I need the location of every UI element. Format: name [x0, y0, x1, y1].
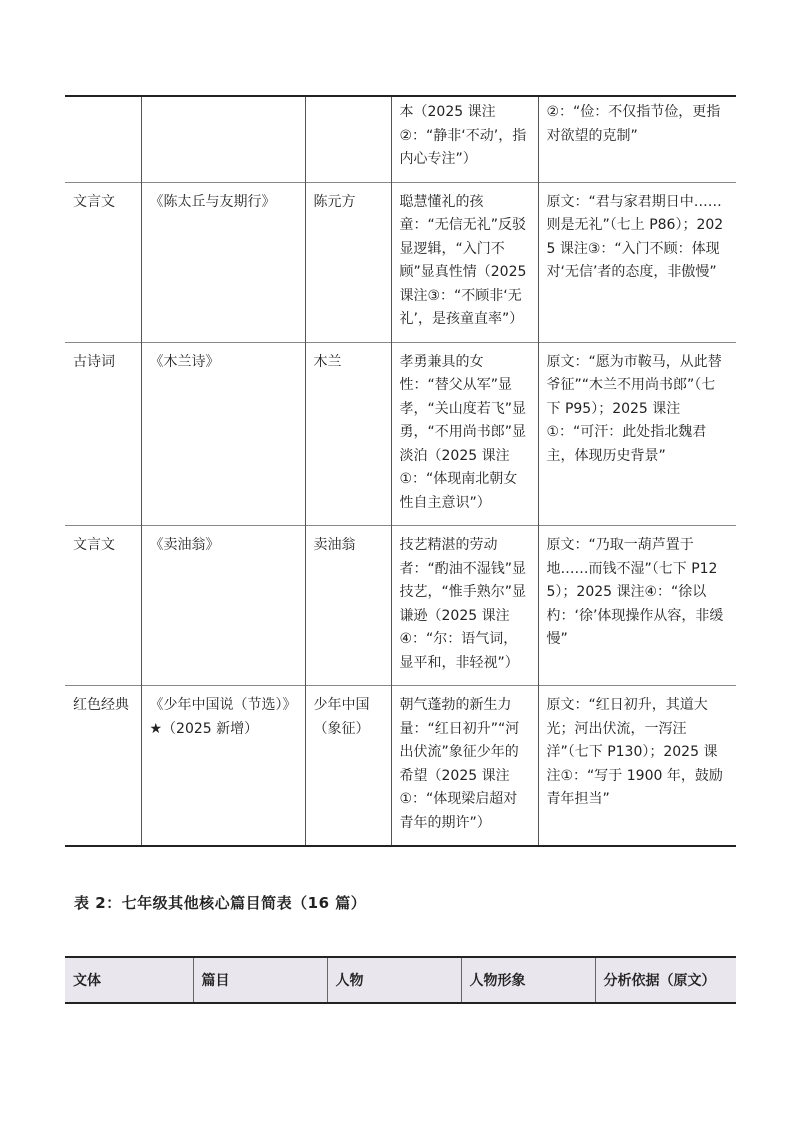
cell-type: 文言文: [73, 537, 115, 553]
cell-title: [141, 96, 305, 182]
cell-basis: ②：“俭：不仅指节俭，更指对欲望的克制”: [538, 96, 736, 182]
cell-image: 技艺精湛的劳动者：“酌油不湿钱”显技艺，“惟手熟尔”显谦逊（2025 课注④：“尔：语气词，显平和，非轻视”）: [391, 526, 538, 686]
cell-basis: 原文：“红日初升，其道大光；河出伏流，一泻汪洋”（七下 P130）；2025 课注①：“写于 1900 年，鼓励青年担当”: [538, 686, 736, 847]
table-row: [65, 686, 736, 847]
cell-basis: 原文：“君与家君期日中……则是无礼”（七上 P86）；2025 课注③：“入门不顾：体现对‘无信’者的态度，非傲慢”: [538, 182, 736, 342]
cell-title: 《少年中国说（节选）》★（2025 新增）: [141, 686, 305, 847]
cell-basis: 原文：“愿为市鞍马，从此替爷征”“木兰不用尚书郎”（七下 P95）；2025 课注①：“可汗：此处指北魏君主，体现历史背景”: [538, 342, 736, 526]
table-header-row: [65, 957, 736, 1003]
cell-image: 本（2025 课注②：“静非‘不动’，指内心专注”）: [391, 96, 538, 182]
cell-person: 木兰: [305, 342, 391, 526]
table-row: [65, 342, 736, 526]
table-caption: 表 2：七年级其他核心篇目简表（16 篇）: [74, 894, 367, 912]
table-core-texts: [65, 95, 736, 847]
cell-type: 文言文: [73, 193, 115, 210]
cell-type: 古诗词: [73, 353, 115, 370]
cell-title: 《陈太丘与友期行》: [141, 182, 305, 342]
cell-person: 卖油翁: [305, 526, 391, 686]
cell-image: 朝气蓬勃的新生力量：“红日初升”“河出伏流”象征少年的希望（2025 课注①：“体现梁启超对青年的期许”）: [391, 686, 538, 847]
cell-type: [65, 96, 141, 182]
cell-title: 《卖油翁》: [141, 526, 305, 686]
cell-type: 红色经典: [73, 697, 129, 713]
header-type: 文体: [73, 973, 101, 989]
cell-person: 少年中国（象征）: [305, 686, 391, 847]
cell-title: 《木兰诗》: [141, 342, 305, 526]
cell-person: 陈元方: [305, 182, 391, 342]
cell-basis: 原文：“乃取一葫芦置于地……而钱不湿”（七下 P125）；2025 课注④：“徐以杓：‘徐’体现操作从容，非缓慢”: [538, 526, 736, 686]
cell-person: [305, 96, 391, 182]
header-image: 人物形象: [461, 957, 595, 1003]
table-row: [65, 96, 736, 182]
table-other-texts: [65, 956, 736, 1004]
table-row: [65, 526, 736, 686]
table-row: [65, 182, 736, 342]
header-person: 人物: [327, 957, 461, 1003]
cell-image: 聪慧懂礼的孩童：“无信无礼”反驳显逻辑，“入门不顾”显真性情（2025 课注③：“不顾非‘无礼’，是孩童直率”）: [391, 182, 538, 342]
cell-image: 孝勇兼具的女性：“替父从军”显孝，“关山度若飞”显勇，“不用尚书郎”显淡泊（2025 课注①：“体现南北朝女性自主意识”）: [391, 342, 538, 526]
header-title: 篇目: [193, 957, 327, 1003]
header-basis: 分析依据（原文）: [595, 957, 736, 1003]
